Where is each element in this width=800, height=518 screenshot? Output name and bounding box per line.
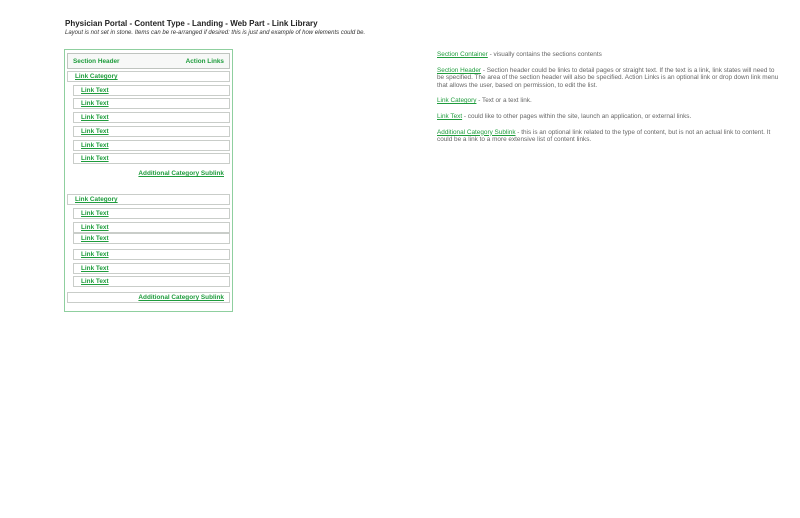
link-text[interactable]: Link Text [81, 128, 109, 135]
additional-category-sublink-1[interactable] [67, 168, 230, 179]
link-text[interactable]: Link Text [81, 210, 109, 217]
link-item[interactable] [73, 98, 230, 109]
action-links-menu[interactable]: Action Links [185, 57, 224, 65]
link-item[interactable] [73, 276, 230, 287]
link-text[interactable]: Link Text [81, 235, 109, 242]
additional-category-sublink-2[interactable] [67, 292, 230, 303]
page-title: Physician Portal - Content Type - Landing - Web Part - Link Library [65, 19, 318, 28]
section-container [64, 49, 233, 312]
link-category-label[interactable]: Link Category [75, 73, 118, 80]
link-text[interactable]: Link Text [81, 87, 109, 94]
link-item[interactable] [73, 263, 230, 274]
note-term[interactable]: Section Container [437, 51, 488, 58]
section-header-title[interactable]: Section Header [73, 57, 120, 65]
note-additional-sublink [437, 129, 782, 144]
link-item[interactable] [73, 126, 230, 137]
sublink-label[interactable]: Additional Category Sublink [138, 294, 224, 301]
note-term[interactable]: Section Header [437, 66, 482, 74]
link-item[interactable] [73, 153, 230, 164]
note-text: - Text or a text link. [476, 97, 532, 105]
page-subtitle: Layout is not set in stone. Items can be re-arranged if desired: this is just and example of how elements could be. [65, 30, 366, 36]
link-item[interactable] [73, 249, 230, 260]
link-item[interactable] [73, 222, 230, 233]
note-term[interactable]: Link Category [437, 97, 477, 105]
section-header [67, 53, 230, 69]
legend-notes [437, 51, 782, 152]
note-term[interactable]: Additional Category Sublink [437, 128, 516, 136]
link-text[interactable]: Link Text [81, 114, 109, 121]
link-category-2[interactable] [67, 194, 230, 205]
note-link-text [437, 113, 782, 121]
link-category-1[interactable] [67, 71, 230, 82]
note-text: - this is an optional link related to the type of content, but is not an actual link to content. It could be a link to a more extensive list of content links. [437, 128, 771, 144]
link-text[interactable]: Link Text [81, 155, 109, 162]
link-item[interactable] [73, 233, 230, 244]
link-category-label[interactable]: Link Category [75, 196, 118, 203]
link-item[interactable] [73, 140, 230, 151]
link-text[interactable]: Link Text [81, 278, 109, 285]
note-text: - Section header could be links to detail pages or straight text. If the text is a link, link states will need to be specified. The area of the section header will also be specified. Action Links is an optional link or drop down link menu that allows the user, based on permission, to edit the list. [437, 66, 779, 89]
link-text[interactable]: Link Text [81, 251, 109, 258]
note-link-category [437, 97, 782, 105]
note-section-container [437, 51, 782, 59]
link-text[interactable]: Link Text [81, 224, 109, 231]
link-text[interactable]: Link Text [81, 265, 109, 272]
link-item[interactable] [73, 208, 230, 219]
link-item[interactable] [73, 85, 230, 96]
note-text: - visually contains the sections contents [487, 51, 602, 58]
link-text[interactable]: Link Text [81, 100, 109, 107]
note-section-header [437, 67, 782, 90]
link-text[interactable]: Link Text [81, 142, 109, 149]
link-item[interactable] [73, 112, 230, 123]
note-text: - could like to other pages within the site, launch an application, or external links. [462, 112, 692, 120]
note-term[interactable]: Link Text [437, 112, 463, 120]
sublink-label[interactable]: Additional Category Sublink [138, 170, 224, 177]
